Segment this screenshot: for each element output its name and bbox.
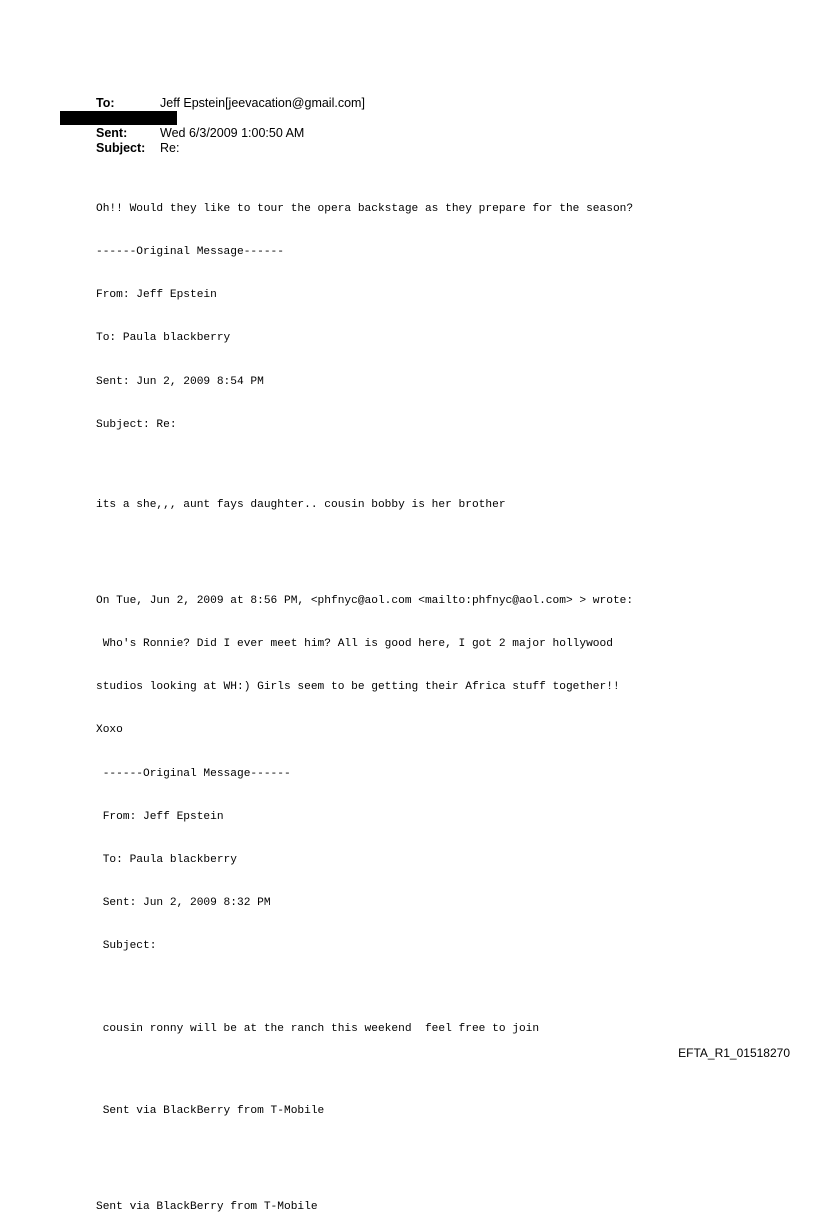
quote-header: On Tue, Jun 2, 2009 at 8:56 PM, <phfnyc@aol.com <mailto:phfnyc@aol.com> > wrote: (96, 594, 634, 607)
document-id: EFTA_R1_01518270 (678, 1046, 790, 1060)
subject-value: Re: (160, 141, 180, 155)
nested-signature: Sent via BlackBerry from T-Mobile (96, 1104, 325, 1117)
nested-sent: Sent: Jun 2, 2009 8:32 PM (96, 897, 271, 910)
sent-value: Wed 6/3/2009 1:00:50 AM (160, 126, 305, 140)
nested-subject: Subject: (96, 940, 157, 953)
email-body (96, 173, 776, 1228)
quote-line: studios looking at WH:) Girls seem to be getting their Africa stuff together!! (96, 681, 620, 694)
nested-message-divider: ------Original Message------ (96, 767, 291, 780)
signature: Sent via BlackBerry from T-Mobile (96, 1200, 318, 1213)
quote-line: Xoxo (96, 724, 123, 737)
original-from: From: Jeff Epstein (96, 289, 217, 302)
nested-body: cousin ronny will be at the ranch this weekend feel free to join (96, 1022, 540, 1035)
sent-label: Sent: (96, 126, 128, 140)
reply-text: Oh!! Would they like to tour the opera backstage as they prepare for the season? (96, 202, 634, 215)
nested-to: To: Paula blackberry (96, 854, 237, 867)
to-label: To: (96, 96, 115, 110)
quote-line: Who's Ronnie? Did I ever meet him? All is good here, I got 2 major hollywood (96, 638, 613, 651)
to-value: Jeff Epstein[jeevacation@gmail.com] (160, 96, 365, 110)
original-message-divider: ------Original Message------ (96, 246, 284, 259)
original-to: To: Paula blackberry (96, 332, 231, 345)
subject-label: Subject: (96, 141, 146, 155)
redaction-bar (60, 111, 177, 125)
original-subject: Subject: Re: (96, 418, 177, 431)
original-body: its a she,,, aunt fays daughter.. cousin bobby is her brother (96, 498, 506, 511)
nested-from: From: Jeff Epstein (96, 810, 224, 823)
original-sent: Sent: Jun 2, 2009 8:54 PM (96, 375, 264, 388)
